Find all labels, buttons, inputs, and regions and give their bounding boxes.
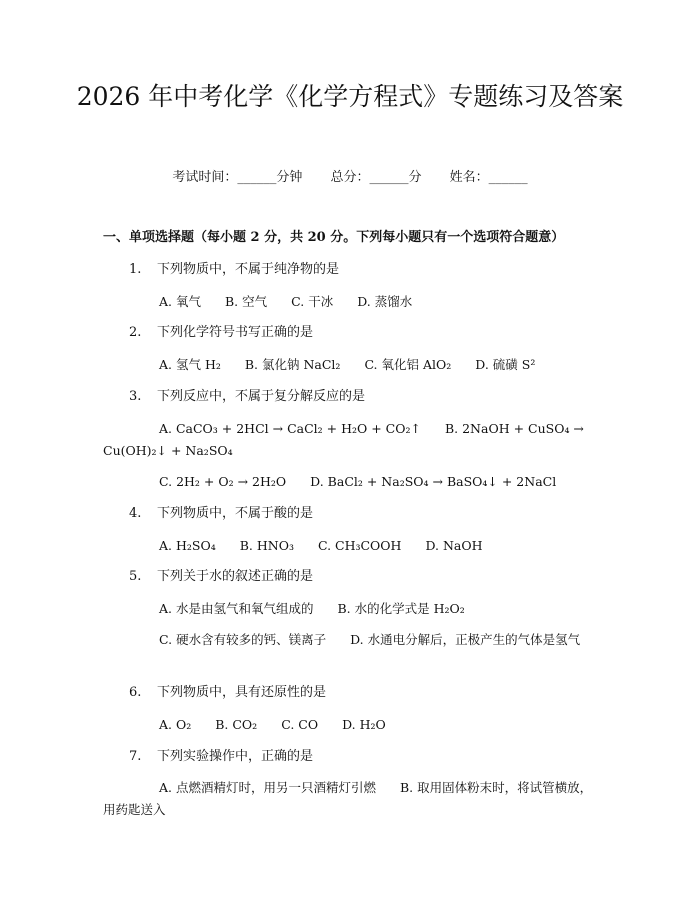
option-a: A. 氢气 H₂ [159,357,221,372]
question-number: 2. [129,325,142,340]
question-number: 1. [129,262,142,277]
question-7-options [103,777,600,821]
option-a: A. 点燃酒精灯时，用另一只酒精灯引燃 [159,780,376,795]
option-d: D. BaCl₂ + Na₂SO₄ → BaSO₄↓ + 2NaCl [310,474,557,489]
question-5-options-ab [103,598,600,620]
exam-time-field: 考试时间：______分钟 [172,170,303,185]
question-text: 下列反应中，不属于复分解反应的是 [157,389,366,404]
question-text: 下列关于水的叙述正确的是 [157,569,314,584]
exam-info-line [0,168,700,188]
question-number: 6. [129,685,142,700]
question-text: 下列实验操作中，正确的是 [157,749,314,764]
option-c: C. CO [281,717,319,732]
question-6 [103,682,603,704]
option-a: A. H₂SO₄ [159,538,216,553]
option-c: C. 硬水含有较多的钙、镁离子 [159,632,327,647]
option-a: A. 水是由氢气和氧气组成的 [159,601,314,616]
question-4-options [103,535,600,557]
option-b: B. HNO₃ [239,538,294,553]
question-7 [103,746,603,768]
option-a: A. 氧气 [159,294,201,309]
question-3-options-ab [103,418,600,462]
question-number: 7. [129,749,142,764]
page-title: 2026 年中考化学《化学方程式》专题练习及答案 [76,82,624,111]
question-text: 下列物质中，不属于酸的是 [157,506,314,521]
question-5 [103,566,603,588]
question-5-options-cd [103,629,600,651]
option-c: C. 干冰 [291,294,334,309]
question-3 [103,386,603,408]
option-d: D. 水通电分解后，正极产生的气体是氢气 [350,632,581,647]
question-2 [103,322,603,344]
question-number: 5. [129,569,142,584]
section-heading: 一、单项选择题（每小题 2 分，共 20 分。下列每小题只有一个选项符合题意） [103,230,565,245]
student-name-field: 姓名：______ [449,170,528,185]
total-score-field: 总分：______分 [330,170,422,185]
option-b: B. 取用固体粉末时，将试管横放，用药匙送入 [103,780,593,817]
option-b: B. 水的化学式是 H₂O₂ [337,601,465,616]
option-b: B. CO₂ [215,717,258,732]
option-c: C. CH₃COOH [317,538,402,553]
option-d: D. 硫磺 S² [475,357,536,372]
question-4 [103,503,603,525]
question-number: 3. [129,389,142,404]
question-1 [103,259,603,281]
option-a: A. CaCO₃ + 2HCl → CaCl₂ + H₂O + CO₂↑ [159,421,421,436]
question-text: 下列物质中，不属于纯净物的是 [157,262,340,277]
option-d: D. H₂O [342,717,386,732]
question-text: 下列物质中，具有还原性的是 [157,685,327,700]
option-b: B. 空气 [224,294,268,309]
option-a: A. O₂ [159,717,192,732]
option-b: B. 2NaOH + CuSO₄ → Cu(OH)₂↓ + Na₂SO₄ [103,421,584,458]
question-1-options [103,291,600,313]
option-b: B. 氯化钠 NaCl₂ [244,357,341,372]
option-d: D. NaOH [425,538,483,553]
option-c: C. 2H₂ + O₂ → 2H₂O [159,474,287,489]
question-6-options [103,714,600,736]
question-2-options [103,354,600,376]
question-3-options-cd [103,471,600,493]
option-d: D. 蒸馏水 [357,294,413,309]
question-text: 下列化学符号书写正确的是 [157,325,314,340]
question-number: 4. [129,506,142,521]
option-c: C. 氧化铝 AlO₂ [364,357,452,372]
